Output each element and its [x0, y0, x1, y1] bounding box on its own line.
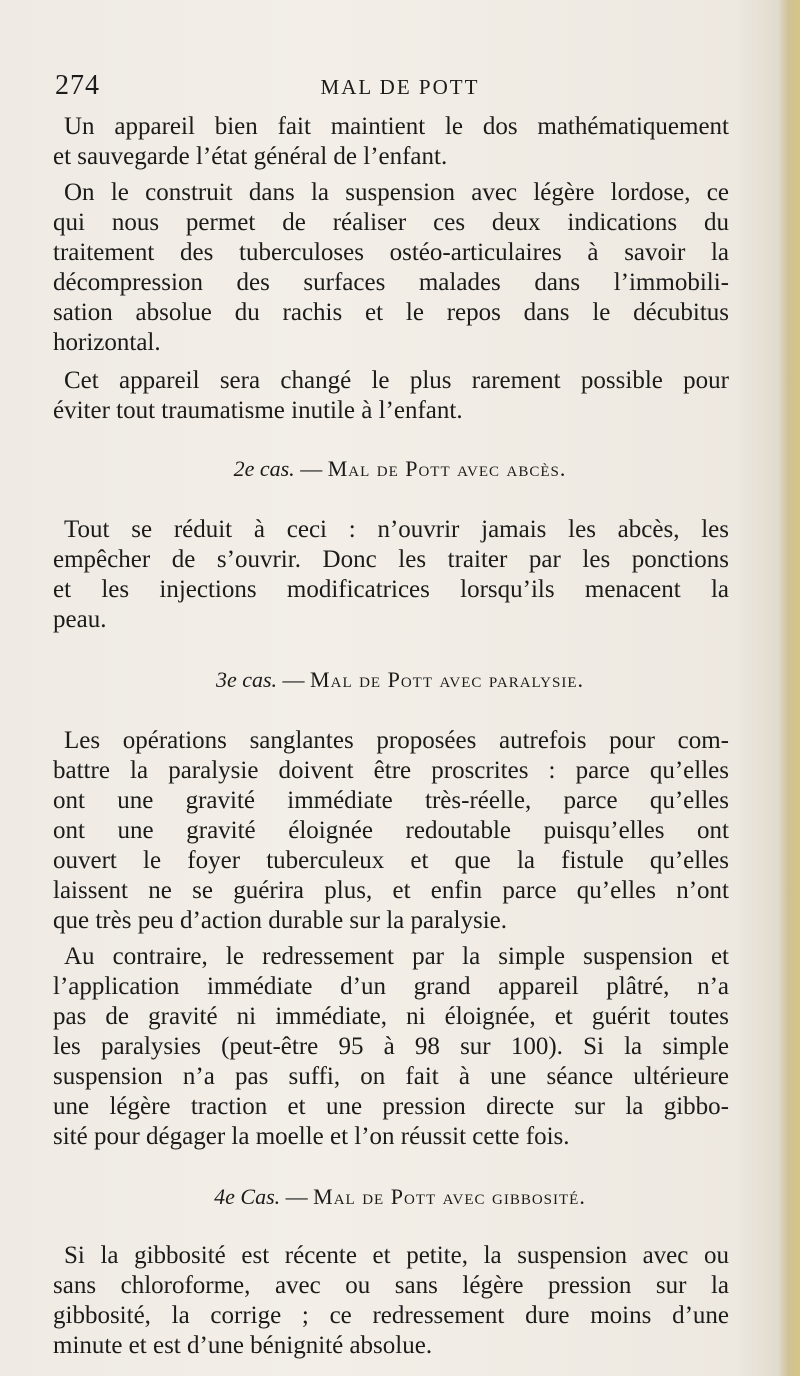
- section-heading: [0, 455, 800, 483]
- text-line: peau.: [53, 606, 107, 633]
- heading-dash: —: [300, 456, 323, 481]
- text-line: ont une gravité éloignée redoutable puisqu’elles ont: [53, 817, 729, 844]
- text-line: et sauvegarde l’état général de l’enfant.: [53, 143, 448, 170]
- text-line: que très peu d’action durable sur la paralysie.: [53, 907, 507, 934]
- section-heading: [0, 666, 800, 694]
- text-line: laissent ne se guérira plus, et enfin parce qu’elles n’ont: [53, 877, 729, 904]
- text-line: On le construit dans la suspension avec légère lordose, ce: [64, 179, 729, 206]
- section-title: Mal de Pott avec paralysie.: [310, 667, 585, 692]
- text-line: ont une gravité immédiate très-réelle, parce qu’elles: [53, 787, 729, 814]
- page-number: 274: [55, 70, 100, 101]
- section-title: Mal de Pott avec abcès.: [327, 456, 567, 481]
- text-line: horizontal.: [53, 329, 161, 356]
- section-number: 3e cas.: [215, 667, 278, 692]
- text-line: Au contraire, le redressement par la simple suspension et: [64, 943, 729, 970]
- section-number: 2e cas.: [233, 456, 295, 481]
- text-line: Les opérations sanglantes proposées autrefois pour com-: [64, 727, 729, 754]
- text-line: sans chloroforme, avec ou sans légère pression sur la: [53, 1272, 729, 1299]
- text-line: Un appareil bien fait maintient le dos mathématiquement: [64, 113, 729, 140]
- text-line: Tout se réduit à ceci : n’ouvrir jamais les abcès, les: [64, 516, 729, 543]
- section-heading: [0, 1183, 800, 1211]
- text-line: une légère traction et une pression directe sur la gibbo-: [53, 1093, 729, 1120]
- text-line: l’application immédiate d’un grand appareil plâtré, n’a: [53, 973, 729, 1000]
- text-line: décompression des surfaces malades dans l’immobili-: [53, 269, 729, 296]
- text-line: gibbosité, la corrige ; ce redressement dure moins d’une: [53, 1302, 729, 1329]
- text-line: empêcher de s’ouvrir. Donc les traiter par les ponctions: [53, 546, 729, 573]
- text-line: battre la paralysie doivent être proscrites : parce qu’elles: [53, 757, 729, 784]
- section-number: 4e Cas.: [214, 1184, 281, 1209]
- text-line: sité pour dégager la moelle et l’on réussit cette fois.: [53, 1123, 570, 1150]
- text-line: qui nous permet de réaliser ces deux indications du: [53, 209, 729, 236]
- running-head: MAL DE POTT: [320, 75, 480, 99]
- text-line: traitement des tuberculoses ostéo-articulaires à savoir la: [53, 239, 729, 266]
- text-line: ouvert le foyer tuberculeux et que la fistule qu’elles: [53, 847, 729, 874]
- text-line: éviter tout traumatisme inutile à l’enfant.: [53, 397, 463, 424]
- heading-dash: —: [285, 1184, 308, 1209]
- text-line: et les injections modificatrices lorsqu’ils menacent la: [53, 576, 729, 603]
- text-line: Cet appareil sera changé le plus rarement possible pour: [64, 367, 729, 394]
- text-line: sation absolue du rachis et le repos dans le décubitus: [53, 299, 729, 326]
- text-line: minute et est d’une bénignité absolue.: [53, 1332, 433, 1359]
- text-line: suspension n’a pas suffi, on fait à une séance ultérieure: [53, 1063, 729, 1090]
- section-title: Mal de Pott avec gibbosité.: [313, 1184, 586, 1209]
- text-line: les paralysies (peut-être 95 à 98 sur 100). Si la simple: [53, 1033, 729, 1060]
- heading-dash: —: [282, 667, 305, 692]
- text-line: Si la gibbosité est récente et petite, la suspension avec ou: [64, 1242, 729, 1269]
- text-line: pas de gravité ni immédiate, ni éloignée, et guérit toutes: [53, 1003, 729, 1030]
